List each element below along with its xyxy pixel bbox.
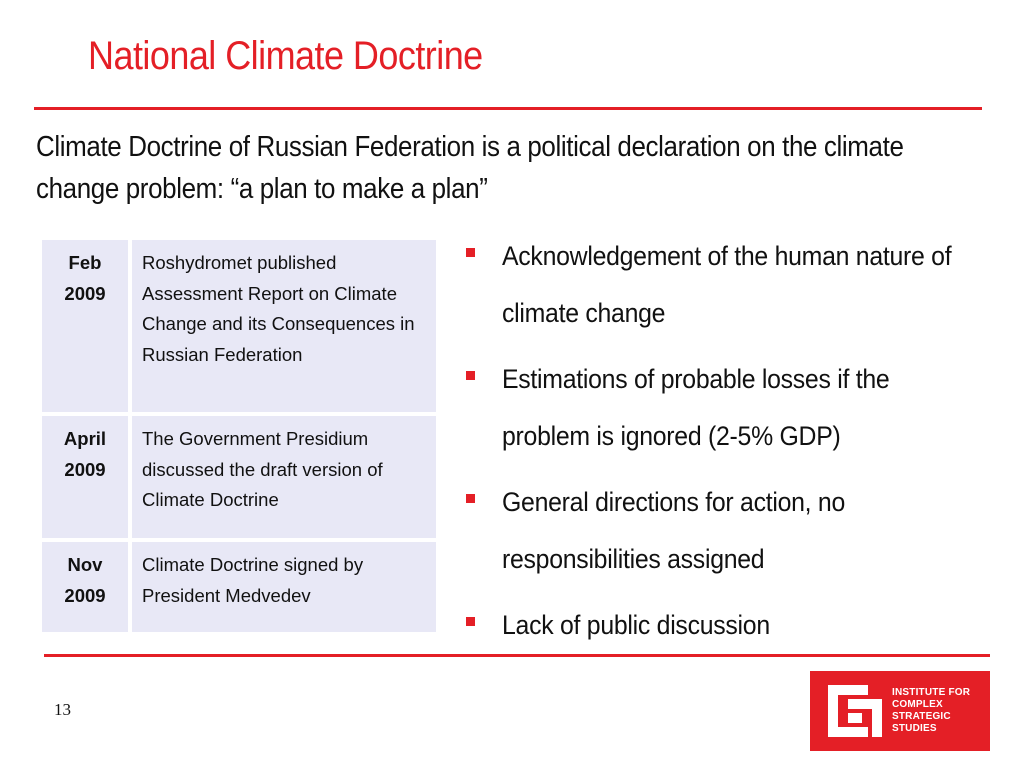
timeline-event: Roshydromet published Assessment Report on Climate Change and its Consequences in Russian Federation — [132, 240, 436, 416]
timeline-event: Climate Doctrine signed by President Medvedev — [132, 542, 436, 636]
table-row — [42, 240, 436, 416]
timeline-date-month: Feb — [68, 252, 102, 273]
timeline-event: The Government Presidium discussed the draft version of Climate Doctrine — [132, 416, 436, 542]
timeline-date — [42, 240, 132, 416]
logo-line: STRATEGIC — [892, 711, 951, 722]
timeline-date — [42, 542, 132, 636]
timeline-date-year: 2009 — [64, 458, 106, 480]
bullet-square-icon — [466, 617, 475, 626]
list-item — [466, 597, 1006, 654]
bullet-square-icon — [466, 371, 475, 380]
table-row — [42, 416, 436, 542]
timeline-date — [42, 416, 132, 542]
bullet-square-icon — [466, 248, 475, 257]
timeline-table — [42, 240, 436, 636]
footer-divider — [44, 654, 990, 657]
logo-text — [892, 687, 970, 735]
timeline-date-year: 2009 — [64, 282, 106, 304]
timeline-date-month: Nov — [67, 554, 103, 575]
logo-line: COMPLEX — [892, 699, 943, 710]
bullet-text: Estimations of probable losses if the problem is ignored (2-5% GDP) — [502, 364, 890, 451]
timeline-date-year: 2009 — [64, 584, 106, 606]
bullet-text: Acknowledgement of the human nature of climate change — [502, 241, 952, 328]
title-divider — [34, 107, 982, 110]
logo-mark-icon — [828, 685, 882, 737]
institute-logo — [810, 671, 990, 751]
bullet-text: Lack of public discussion — [502, 610, 770, 640]
logo-line: INSTITUTE FOR — [892, 687, 971, 698]
table-row — [42, 542, 436, 636]
slide-title: National Climate Doctrine — [88, 34, 483, 78]
list-item — [466, 474, 1006, 588]
page-number: 13 — [54, 700, 71, 719]
bullet-square-icon — [466, 494, 475, 503]
bullet-list — [466, 228, 1006, 663]
list-item — [466, 351, 1006, 465]
intro-paragraph: Climate Doctrine of Russian Federation is a political declaration on the climate change problem: “a plan to make a plan” — [36, 131, 904, 205]
bullet-text: General directions for action, no responsibilities assigned — [502, 487, 845, 574]
timeline-date-month: April — [63, 428, 107, 449]
logo-line: STUDIES — [892, 723, 937, 734]
list-item — [466, 228, 1006, 342]
